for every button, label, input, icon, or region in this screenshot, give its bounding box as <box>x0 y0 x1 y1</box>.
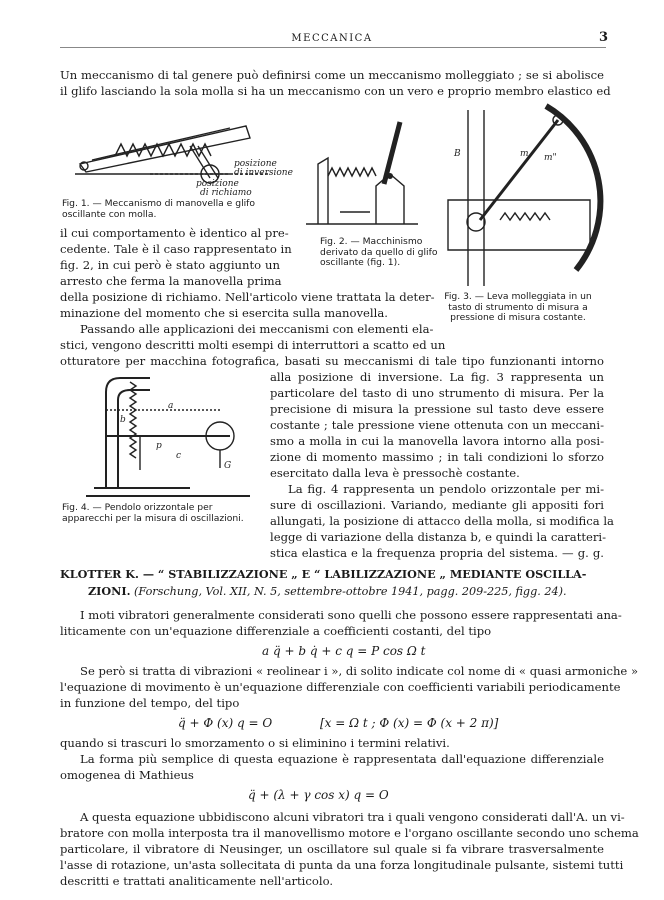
right-line-1: alla posizione di inversione. La fig. 3 rappresenta un <box>270 370 604 384</box>
right-line-4: costante ; tale pressione viene ottenuta con un meccani- <box>270 418 604 432</box>
col-line-3: fig. 2, in cui però è stato aggiunto un <box>60 258 280 272</box>
fig4-label-c: c <box>176 451 182 461</box>
fig4-label-a: a <box>168 401 174 411</box>
col-line-4: arresto che ferma la manovella prima <box>60 274 282 288</box>
para2-line-2: liticamente con un'equazione differenziale a coefficienti costanti, del tipo <box>60 624 492 638</box>
para3-line-1: Se però si tratta di vibrazioni « reolinear i », di solito indicate col nome di « quasi armoniche » <box>80 664 639 678</box>
para4-line-2: La forma più semplice di questa equazione è rappresentata dall'equazione differenziale <box>80 752 604 766</box>
para3-line-3: in funzione del tempo, del tipo <box>60 696 240 710</box>
fig4-label-b: b <box>120 415 126 425</box>
page-number: 3 <box>598 30 608 45</box>
right-line-5: smo a molla in cui la manovella lavora intorno alla posi- <box>270 434 604 448</box>
para2-line-1: I moti vibratori generalmente considerati sono quelli che possono essere rappresentati ana- <box>80 608 622 622</box>
equation-3: q̈ + (λ + γ cos x) q = O <box>248 788 389 802</box>
right-line-9: sure di oscillazioni. Variando, mediante gli appositi fori <box>270 498 604 512</box>
figure-4-caption: Fig. 4. — Pendolo orizzontale per apparecchi per la misura di oscillazioni. <box>62 502 244 524</box>
article-title-bold: ZIONI. <box>88 584 131 598</box>
equation-2: q̈ + Φ (x) q = O <box>178 716 273 730</box>
para5-line-3: particolare, il vibratore di Neusinger, un oscillatore sul quale si fa vibrare trasversalmente <box>60 842 604 856</box>
figure-4-drawing <box>80 372 260 502</box>
figure-2-drawing <box>300 114 425 232</box>
equation-1: a q̈ + b q̇ + c q = P cos Ω t <box>262 644 426 658</box>
equation-2-condition: [x = Ω t ; Φ (x) = Φ (x + 2 π)] <box>320 716 499 730</box>
full1-line-2: minazione del momento che si esercita sulla manovella. <box>60 306 388 320</box>
fig3-label-b: B <box>454 149 461 159</box>
para5-line-2: bratore con molla interposta tra il manovellismo motore e l'organo oscillante secondo uno schema <box>60 826 639 840</box>
col-line-1: il cui comportamento è identico al pre- <box>60 226 289 240</box>
full1-line-1: della posizione di richiamo. Nell'articolo viene trattata la deter- <box>60 290 435 304</box>
para5-line-1: A questa equazione ubbidiscono alcuni vibratori tra i quali vengono considerati dall'A. un vi- <box>80 810 625 824</box>
fig1-label-richiamo-b: di richiamo <box>200 188 252 198</box>
fig3-label-m2: m" <box>544 153 557 163</box>
figure-1-drawing <box>70 108 293 198</box>
right-line-10: allungati, la posizione di attacco della molla, si modifica la <box>270 514 614 528</box>
fig4-label-g: G <box>224 461 232 471</box>
right-line-6: zione di momento massimo ; in tali condizioni lo sforzo <box>270 450 604 464</box>
right-line-7: esercitato dalla leva è pressochè costante. <box>270 466 520 480</box>
figure-3-drawing <box>440 100 600 290</box>
intro-line-1: Un meccanismo di tal genere può definirsi come un meccanismo molleggiato ; se si abolisce <box>60 68 604 82</box>
para5-line-4: l'asse di rotazione, un'asta sollecitata di punta da una forza longitudinale pulsante, sistemi tutti <box>60 858 624 872</box>
full1-line-4: stici, vengono descritti molti esempi di interruttori a scatto ed un <box>60 338 446 352</box>
figure-1-caption: Fig. 1. — Meccanismo di manovella e glifo oscillante con molla. <box>62 198 256 220</box>
full1-line-5: otturatore per macchina fotografica, basati su meccanismi di tale tipo funzionanti intorno <box>60 354 604 368</box>
header-rule <box>60 47 606 48</box>
right-line-8: La fig. 4 rappresenta un pendolo orizzontale per mi- <box>288 482 604 496</box>
fig4-label-p: p <box>156 441 162 451</box>
article-title-line-1: KLOTTER K. — “ STABILIZZAZIONE „ E “ LABILIZZAZIONE „ MEDIANTE OSCILLA- <box>60 567 587 581</box>
col-line-2: cedente. Tale è il caso rappresentato in <box>60 242 292 256</box>
para4-line-1: quando si trascuri lo smorzamento o si eliminino i termini relativi. <box>60 736 450 750</box>
para3-line-2: l'equazione di movimento è un'equazione differenziale con coefficienti variabili periodicamente <box>60 680 621 694</box>
fig1-label-inversione-b: di inversione <box>234 168 293 178</box>
full1-line-3: Passando alle applicazioni dei meccanismi con elementi ela- <box>80 322 434 336</box>
right-line-3: precisione di misura la pressione sul tasto deve essere <box>270 402 604 416</box>
right-line-2: particolare del tasto di uno strumento di misura. Per la <box>270 386 604 400</box>
article-title-line-2 <box>88 583 608 600</box>
article-reference: (Forschung, Vol. XII, N. 5, settembre-ottobre 1941, pagg. 209-225, figg. 24). <box>130 585 567 598</box>
right-line-11: legge di variazione della distanza b, e quindi la caratteri- <box>270 530 607 544</box>
para5-line-5: descritti e trattati analiticamente nell'articolo. <box>60 874 334 888</box>
fig1-label-inversione-a: posizione <box>234 159 277 169</box>
figure-3-caption: Fig. 3. — Leva molleggiata in un tasto di strumento di misura a pressione di misura costante. <box>444 291 592 323</box>
para4-line-3: omogenea di Mathieus <box>60 768 194 782</box>
right-line-12: stica elastica e la frequenza propria del sistema. — g. g. <box>270 546 604 560</box>
fig3-label-m1: m <box>520 149 529 159</box>
intro-line-2: il glifo lasciando la sola molla si ha un meccanismo con un vero e proprio membro elastico ed <box>60 84 611 98</box>
running-header: MECCANICA <box>291 33 373 44</box>
fig1-label-richiamo-a: posizione <box>196 179 239 189</box>
figure-2-caption: Fig. 2. — Macchinismo derivato da quello di glifo oscillante (fig. 1). <box>320 236 438 268</box>
